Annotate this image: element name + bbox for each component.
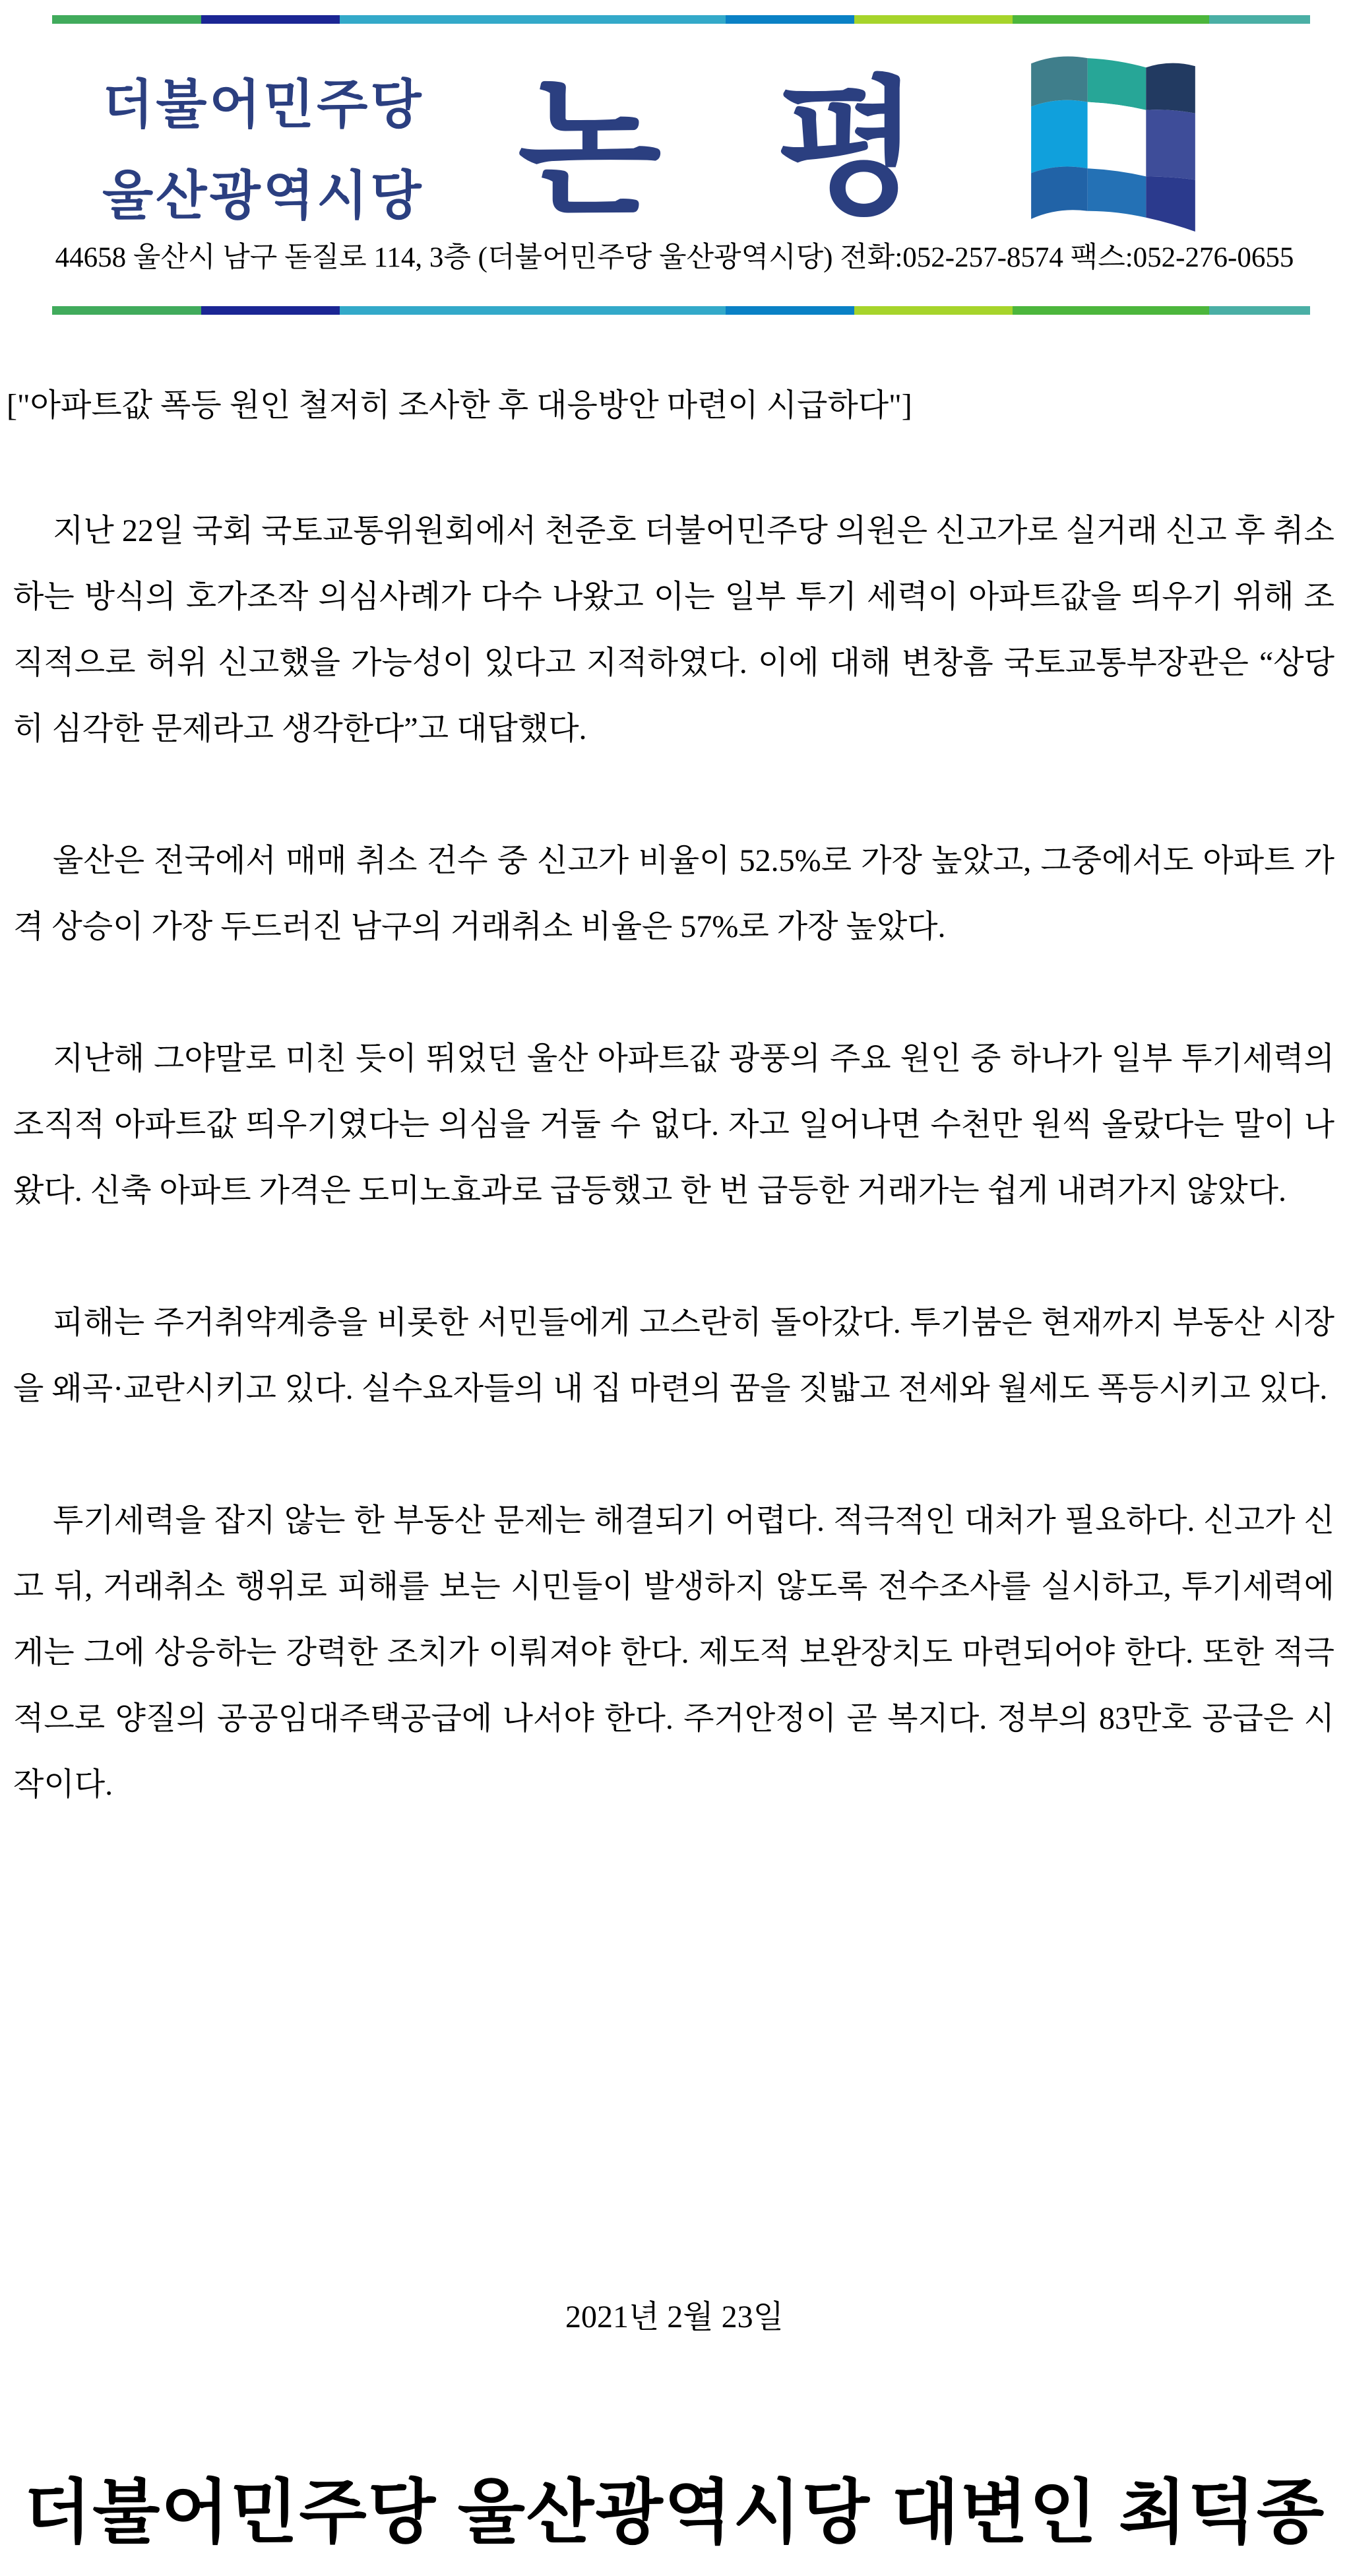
header-bottom-stripe	[52, 306, 1310, 315]
paragraph-4: 피해는 주거취약계층을 비롯한 서민들에게 고스란히 돌아갔다. 투기붐은 현재까지 부동산 시장을 왜곡·교란시키고 있다. 실수요자들의 내 집 마련의 꿈을 짓밟고 전세와 월세도 폭등시키고 있다.	[13, 1305, 1334, 1406]
stripe-segment-teal	[1209, 306, 1310, 315]
spokesperson-signature: 더불어민주당 울산광역시당 대변인 최덕종	[23, 2474, 1326, 2552]
document-type-title: 논 평	[518, 65, 924, 232]
stripe-segment-azure-blue	[726, 15, 854, 24]
address-contact-line: 44658 울산시 남구 돋질로 114, 3층 (더불어민주당 울산광역시당) 전화:052-257-8574 팩스:052-276-0655	[55, 242, 1294, 273]
party-flag-icon	[1028, 44, 1201, 236]
stripe-segment-sky-blue	[340, 306, 726, 315]
stripe-segment-lime-green	[854, 15, 1013, 24]
header-top-stripe	[52, 15, 1310, 24]
stripe-segment-green	[52, 15, 201, 24]
party-name-line2: 울산광역시당	[102, 166, 424, 225]
stripe-segment-navy	[201, 15, 340, 24]
stripe-segment-teal	[1209, 15, 1310, 24]
stripe-segment-sky-blue	[340, 15, 726, 24]
paragraph-2: 울산은 전국에서 매매 취소 건수 중 신고가 비율이 52.5%로 가장 높았고, 그중에서도 아파트 가격 상승이 가장 두드러진 남구의 거래취소 비율은 57%로 가장 높았다.	[13, 843, 1334, 944]
stripe-segment-green	[52, 306, 201, 315]
paragraph-3: 지난해 그야말로 미친 듯이 뛰었던 울산 아파트값 광풍의 주요 원인 중 하나가 일부 투기세력의 조직적 아파트값 띄우기였다는 의심을 거둘 수 없다. 자고 일어나면 수천만 원씩 올랐다는 말이 나왔다. 신축 아파트 가격은 도미노효과로 급등했고 한 번 급등한 거래가는 쉽게 내려가지 않았다.	[13, 1041, 1334, 1208]
stripe-segment-navy	[201, 306, 340, 315]
paragraph-5: 투기세력을 잡지 않는 한 부동산 문제는 해결되기 어렵다. 적극적인 대처가 필요하다. 신고가 신고 뒤, 거래취소 행위로 피해를 보는 시민들이 발생하지 않도록 전수조사를 실시하고, 투기세력에게는 그에 상응하는 강력한 조치가 이뤄져야 한다. 제도적 보완장치도 마련되어야 한다. 또한 적극적으로 양질의 공공임대주택공급에 나서야 한다. 주거안정이 곧 복지다. 정부의 83만호 공급은 시작이다.	[13, 1503, 1334, 1802]
stripe-segment-azure-blue	[726, 306, 854, 315]
paragraph-1: 지난 22일 국회 국토교통위원회에서 천준호 더불어민주당 의원은 신고가로 실거래 신고 후 취소하는 방식의 호가조작 의심사례가 다수 나왔고 이는 일부 투기 세력이 아파트값을 띄우기 위해 조직적으로 허위 신고했을 가능성이 있다고 지적하였다. 이에 대해 변창흠 국토교통부장관은 “상당히 심각한 문제라고 생각한다”고 대답했다.	[13, 513, 1334, 746]
party-name-line1: 더불어민주당	[102, 75, 424, 134]
stripe-segment-lime-green	[854, 306, 1013, 315]
date-line: 2021년 2월 23일	[565, 2300, 784, 2334]
body-text	[13, 498, 1334, 1884]
party-name	[102, 75, 424, 225]
stripe-segment-grass-green	[1013, 15, 1209, 24]
stripe-segment-grass-green	[1013, 306, 1209, 315]
headline: ["아파트값 폭등 원인 철저히 조사한 후 대응방안 마련이 시급하다"]	[7, 388, 912, 423]
